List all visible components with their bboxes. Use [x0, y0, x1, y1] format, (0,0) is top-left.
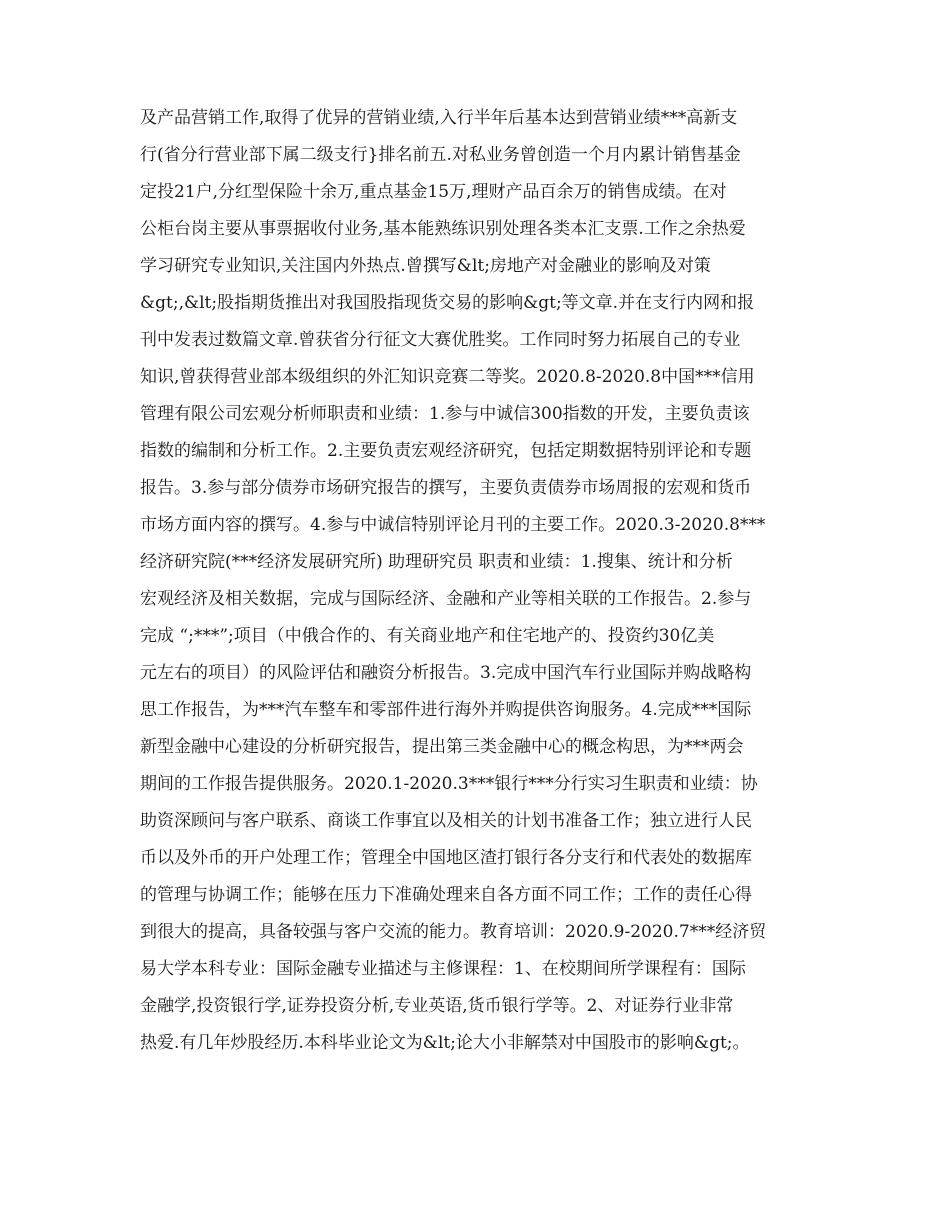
text-line-21: 币以及外币的开户处理工作；管理全中国地区渣打银行各分支行和代表处的数据库 — [140, 848, 752, 868]
text-line-1: 及产品营销工作,取得了优异的营销业绩,入行半年后基本达到营销业绩***高新支 — [140, 108, 738, 128]
text-line-7: 刊中发表过数篇文章.曾获省分行征文大赛优胜奖。工作同时努力拓展自己的专业 — [140, 330, 741, 350]
body-text — [140, 100, 820, 1062]
text-line-18: 新型金融中心建设的分析研究报告，提出第三类金融中心的概念构思，为***两会 — [140, 737, 744, 757]
text-line-19: 期间的工作报告提供服务。2020.1-2020.3***银行***分行实习生职责和业绩：协 — [140, 774, 758, 794]
text-line-16: 元左右的项目）的风险评估和融资分析报告。3.完成中国汽车行业国际并购战略构 — [140, 663, 752, 683]
text-line-11: 报告。3.参与部分债券市场研究报告的撰写，主要负责债券市场周报的宏观和货币 — [140, 478, 752, 498]
text-line-23: 到很大的提高，具备较强与客户交流的能力。教育培训：2020.9-2020.7***经济贸 — [140, 922, 767, 942]
text-line-12: 市场方面内容的撰写。4.参与中诚信特别评论月刊的主要工作。2020.3-2020.8*** — [140, 515, 766, 535]
text-line-26: 热爱.有几年炒股经历.本科毕业论文为&lt;论大小非解禁对中国股市的影响&gt;。 — [140, 1033, 750, 1053]
text-line-10: 指数的编制和分析工作。2.主要负责宏观经济研究，包括定期数据特别评论和专题 — [140, 441, 752, 461]
text-line-14: 宏观经济及相关数据，完成与国际经济、金融和产业等相关联的工作报告。2.参与 — [140, 589, 752, 609]
text-line-25: 金融学,投资银行学,证券投资分析,专业英语,货币银行学等。2、对证券行业非常 — [140, 996, 734, 1016]
text-line-17: 思工作报告，为***汽车整车和零部件进行海外并购提供咨询服务。4.完成***国际 — [140, 700, 752, 720]
text-line-15: 完成 “;***”;项目（中俄合作的、有关商业地产和住宅地产的、投资约30亿美 — [140, 626, 715, 646]
text-line-22: 的管理与协调工作；能够在压力下准确处理来自各方面不同工作；工作的责任心得 — [140, 885, 752, 905]
text-line-13: 经济研究院(***经济发展研究所) 助理研究员 职责和业绩：1.搜集、统计和分析 — [140, 552, 733, 572]
text-line-4: 公柜台岗主要从事票据收付业务,基本能熟练识别处理各类本汇支票.工作之余热爱 — [140, 219, 746, 239]
text-line-20: 助资深顾问与客户联系、商谈工作事宜以及相关的计划书准备工作；独立进行人民 — [140, 811, 752, 831]
text-line-8: 知识,曾获得营业部本级组织的外汇知识竞赛二等奖。2020.8-2020.8中国***信用 — [140, 367, 755, 387]
text-line-24: 易大学本科专业：国际金融专业描述与主修课程：1、在校期间所学课程有：国际 — [140, 959, 746, 979]
text-line-9: 管理有限公司宏观分析师职责和业绩：1.参与中诚信300指数的开发，主要负责该 — [140, 404, 750, 424]
text-line-3: 定投21户,分红型保险十余万,重点基金15万,理财产品百余万的销售成绩。在对 — [140, 182, 727, 202]
text-line-2: 行(省分行营业部下属二级支行}排名前五.对私业务曾创造一个月内累计销售基金 — [140, 145, 741, 165]
text-line-5: 学习研究专业知识,关注国内外热点.曾撰写&lt;房地产对金融业的影响及对策 — [140, 256, 711, 276]
text-line-6: &gt;,&lt;股指期货推出对我国股指现货交易的影响&gt;等文章.并在支行内网和报 — [140, 293, 755, 313]
